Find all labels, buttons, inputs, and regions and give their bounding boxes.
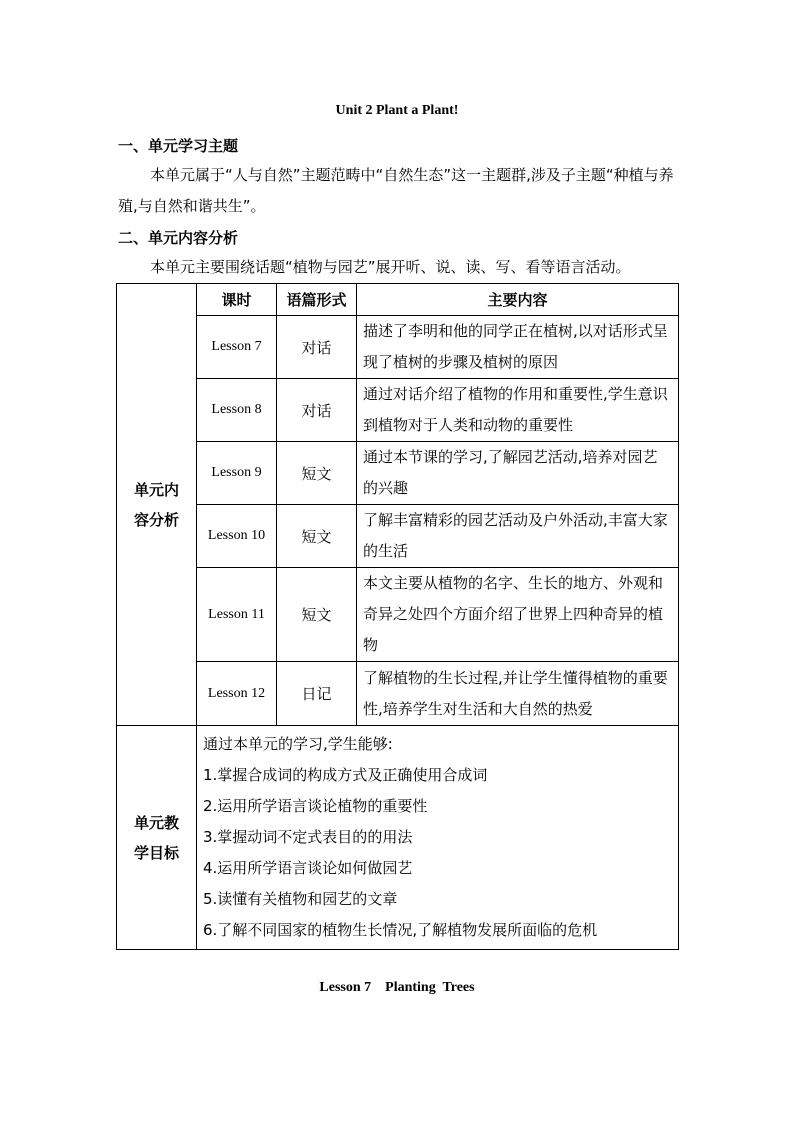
content-cell: 了解植物的生长过程,并让学生懂得植物的重要性,培养学生对生活和大自然的热爱 xyxy=(357,662,679,726)
goal-line: 3.掌握动词不定式表目的的用法 xyxy=(203,828,413,846)
form-cell: 对话 xyxy=(277,379,357,442)
goals-cell xyxy=(197,726,679,950)
unit-analysis-table xyxy=(116,283,679,950)
table-header-row xyxy=(117,284,679,316)
goal-line: 6.了解不同国家的植物生长情况,了解植物发展所面临的危机 xyxy=(203,921,598,939)
table-row xyxy=(117,568,679,662)
header-content: 主要内容 xyxy=(357,284,679,316)
goal-line: 通过本单元的学习,学生能够: xyxy=(203,735,393,753)
table-row xyxy=(117,442,679,505)
goal-line: 4.运用所学语言谈论如何做园艺 xyxy=(203,859,413,877)
analysis-label-cell: 单元内容分析 xyxy=(117,284,197,726)
content-cell: 通过本节课的学习,了解园艺活动,培养对园艺的兴趣 xyxy=(357,442,679,505)
lesson-cell: Lesson 10 xyxy=(197,505,277,568)
section1-heading: 一、单元学习主题 xyxy=(118,137,239,155)
header-form: 语篇形式 xyxy=(277,284,357,316)
lesson-title: Lesson 7 Planting Trees xyxy=(319,980,475,995)
header-lesson: 课时 xyxy=(197,284,277,316)
goal-line: 2.运用所学语言谈论植物的重要性 xyxy=(203,797,428,815)
form-cell: 短文 xyxy=(277,505,357,568)
goal-line: 5.读懂有关植物和园艺的文章 xyxy=(203,890,398,908)
lesson-cell: Lesson 11 xyxy=(197,568,277,662)
section2-paragraph: 本单元主要围绕话题“植物与园艺”展开听、说、读、写、看等语言活动。 xyxy=(150,258,631,276)
content-cell: 通过对话介绍了植物的作用和重要性,学生意识到植物对于人类和动物的重要性 xyxy=(357,379,679,442)
content-cell: 本文主要从植物的名字、生长的地方、外观和奇异之处四个方面介绍了世界上四种奇异的植物 xyxy=(357,568,679,662)
form-cell: 短文 xyxy=(277,442,357,505)
section1-paragraph: 本单元属于“人与自然”主题范畴中“自然生态”这一主题群,涉及子主题“种植与养殖,与自然和谐共生”。 xyxy=(118,166,674,215)
section2-heading: 二、单元内容分析 xyxy=(118,229,239,247)
goals-label-cell: 单元教学目标 xyxy=(117,726,197,950)
document-title: Unit 2 Plant a Plant! xyxy=(335,103,459,118)
table-row xyxy=(117,505,679,568)
content-cell: 了解丰富精彩的园艺活动及户外活动,丰富大家的生活 xyxy=(357,505,679,568)
content-cell: 描述了李明和他的同学正在植树,以对话形式呈现了植树的步骤及植树的原因 xyxy=(357,316,679,379)
table-row xyxy=(117,662,679,726)
form-cell: 日记 xyxy=(277,662,357,726)
goal-line: 1.掌握合成词的构成方式及正确使用合成词 xyxy=(203,766,488,784)
lesson-cell: Lesson 12 xyxy=(197,662,277,726)
form-cell: 短文 xyxy=(277,568,357,662)
goals-row xyxy=(117,726,679,950)
table-row xyxy=(117,379,679,442)
lesson-cell: Lesson 7 xyxy=(197,316,277,379)
lesson-cell: Lesson 8 xyxy=(197,379,277,442)
table-row xyxy=(117,316,679,379)
lesson-cell: Lesson 9 xyxy=(197,442,277,505)
form-cell: 对话 xyxy=(277,316,357,379)
